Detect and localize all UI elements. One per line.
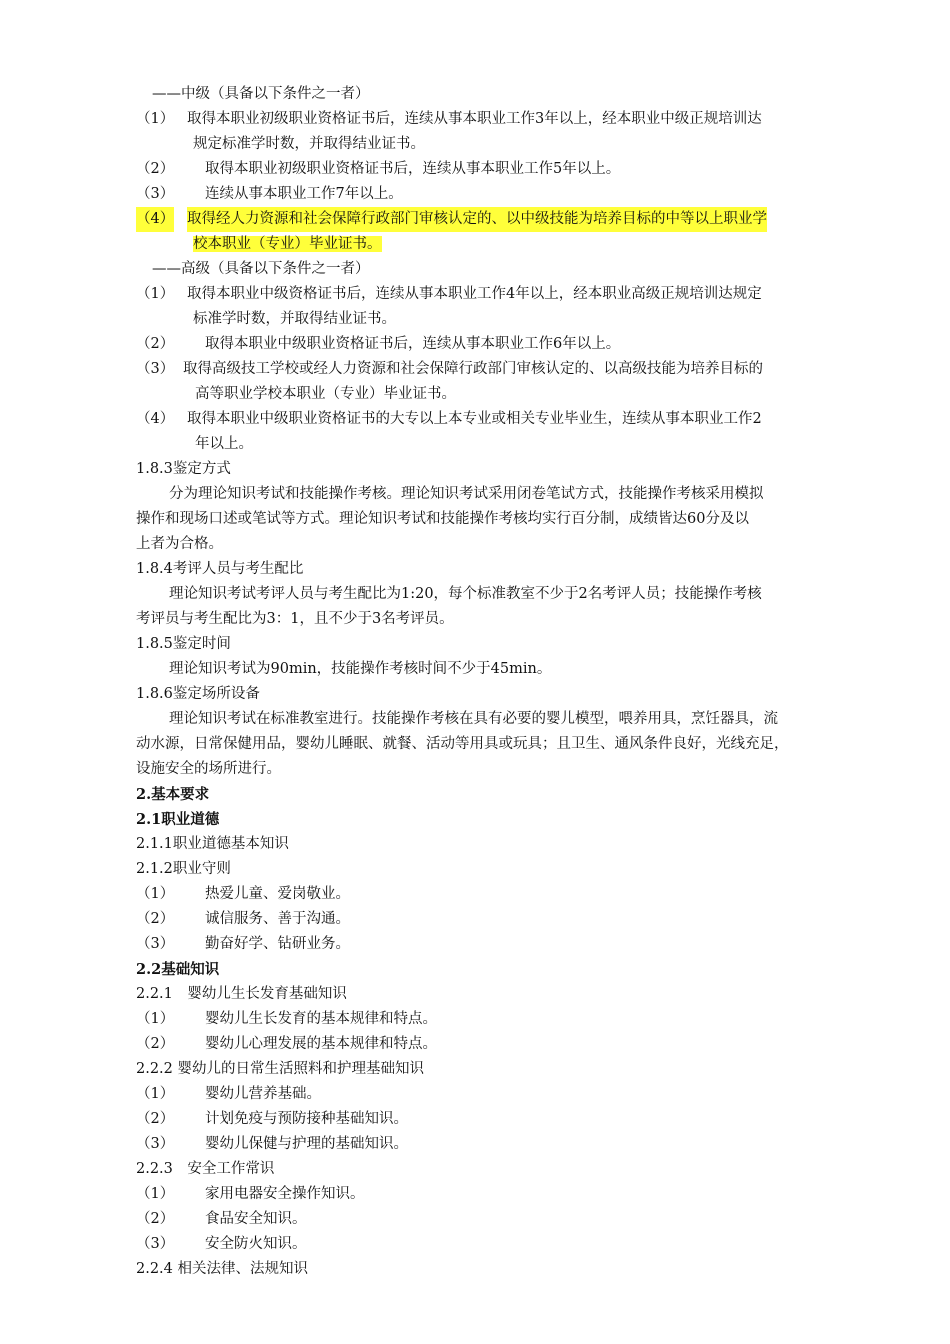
item-text: 取得经人力资源和社会保障行政部门审核认定的、以中级技能为培养目标的中等以上职业学 [187,207,767,232]
advanced-heading: ——高级（具备以下条件之一者） [152,261,370,277]
paragraph-line: 操作和现场口述或笔试等方式。理论知识考试和技能操作考核均实行百分制，成绩皆达60分及以 [136,511,749,527]
item-text: 取得本职业中级资格证书后，连续从事本职业工作4年以上，经本职业高级正规培训达规定 [187,286,762,302]
item-text: 取得本职业初级职业资格证书后，连续从事本职业工作3年以上，经本职业中级正规培训达 [187,111,762,127]
intermediate-item-1 [0,107,950,132]
item-text: 诚信服务、善于沟通。 [205,911,350,927]
list-item [0,1032,950,1057]
intermediate-item-2 [0,157,950,182]
item-number: （2） [136,911,175,927]
item-text-continued: 年以上。 [195,436,253,452]
item-text-continued [0,232,950,257]
section-2-2-4-title: 2.2.4 相关法律、法规知识 [136,1261,309,1277]
item-text: 取得高级技工学校或经人力资源和社会保障行政部门审核认定的、以高级技能为培养目标的 [183,361,763,377]
item-number: （1） [136,286,175,302]
list-item [0,1132,950,1157]
item-text: 婴幼儿保健与护理的基础知识。 [205,1136,408,1152]
advanced-item-1 [0,282,950,307]
list-item [0,1182,950,1207]
advanced-item-4 [0,407,950,432]
item-text: 取得本职业中级职业资格证书的大专以上本专业或相关专业毕业生，连续从事本职业工作2 [187,411,762,427]
section-2-2-title: 2.2基础知识 [136,961,220,978]
paragraph-line: 考评员与考生配比为3：1，且不少于3名考评员。 [136,611,454,627]
list-item [0,907,950,932]
paragraph-line: 理论知识考试考评人员与考生配比为1:20，每个标准教室不少于2名考评人员；技能操作考核 [169,586,762,602]
item-number: （3） [136,361,175,377]
item-text: 勤奋好学、钻研业务。 [205,936,350,952]
paragraph-line: 上者为合格。 [136,536,223,552]
intermediate-heading: ——中级（具备以下条件之一者） [152,86,370,102]
list-item [0,932,950,957]
item-text: 取得本职业初级职业资格证书后，连续从事本职业工作5年以上。 [205,161,621,177]
chapter-2-title: 2.基本要求 [136,786,210,803]
paragraph-line: 设施安全的场所进行。 [136,761,281,777]
section-1-8-6-title: 1.8.6鉴定场所设备 [136,686,260,702]
item-number: （4） [136,411,175,427]
list-item [0,1107,950,1132]
paragraph-line: 动水源，日常保健用品，婴幼儿睡眠、就餐、活动等用具或玩具；且卫生、通风条件良好，光线充足， [136,736,789,752]
item-text-continued: 高等职业学校本职业（专业）毕业证书。 [195,386,456,402]
intermediate-item-3 [0,182,950,207]
item-number: （1） [136,1011,175,1027]
item-number: （2） [136,1036,175,1052]
item-number: （1） [136,111,175,127]
section-1-8-5-title: 1.8.5鉴定时间 [136,636,231,652]
item-number: （1） [136,886,175,902]
list-item [0,1007,950,1032]
item-number: （2） [136,336,175,352]
section-2-2-3-title: 2.2.3 安全工作常识 [136,1161,275,1177]
item-text: 婴幼儿生长发育的基本规律和特点。 [205,1011,437,1027]
section-2-1-2-title: 2.1.2职业守则 [136,861,231,877]
item-number: （1） [136,1086,175,1102]
section-1-8-3-title: 1.8.3鉴定方式 [136,461,231,477]
section-2-2-1-title: 2.2.1 婴幼儿生长发育基础知识 [136,986,347,1002]
item-number: （3） [136,1236,175,1252]
item-text: 取得本职业中级职业资格证书后，连续从事本职业工作6年以上。 [205,336,621,352]
item-text: 热爱儿童、爱岗敬业。 [205,886,350,902]
item-number: （1） [136,1186,175,1202]
item-text: 食品安全知识。 [205,1211,307,1227]
list-item [0,1232,950,1257]
highlighted-text: 校本职业（专业）毕业证书。 [193,236,382,252]
item-number: （3） [136,186,175,202]
item-number: （4） [136,207,174,232]
section-2-2-2-title: 2.2.2 婴幼儿的日常生活照料和护理基础知识 [136,1061,425,1077]
item-text-continued: 标准学时数，并取得结业证书。 [193,311,396,327]
intermediate-item-4-highlighted [0,207,950,232]
item-number: （3） [136,1136,175,1152]
paragraph-line: 理论知识考试在标准教室进行。技能操作考核在具有必要的婴儿模型，喂养用具，烹饪器具，流 [169,711,778,727]
section-1-8-4-title: 1.8.4考评人员与考生配比 [136,561,304,577]
item-number: （2） [136,161,175,177]
item-number: （2） [136,1211,175,1227]
list-item [0,1207,950,1232]
item-text-continued: 规定标准学时数，并取得结业证书。 [193,136,425,152]
document-page [0,82,950,1282]
item-text: 连续从事本职业工作7年以上。 [205,186,403,202]
item-text: 家用电器安全操作知识。 [205,1186,365,1202]
advanced-item-3 [0,357,950,382]
section-2-1-title: 2.1职业道德 [136,811,220,828]
item-number: （3） [136,936,175,952]
section-2-1-1-title: 2.1.1职业道德基本知识 [136,836,289,852]
item-text: 计划免疫与预防接种基础知识。 [205,1111,408,1127]
item-text: 婴幼儿心理发展的基本规律和特点。 [205,1036,437,1052]
advanced-item-2 [0,332,950,357]
list-item [0,882,950,907]
item-text: 婴幼儿营养基础。 [205,1086,321,1102]
list-item [0,1082,950,1107]
paragraph-line: 理论知识考试为90min，技能操作考核时间不少于45min。 [169,661,552,677]
item-text: 安全防火知识。 [205,1236,307,1252]
paragraph-line: 分为理论知识考试和技能操作考核。理论知识考试采用闭卷笔试方式，技能操作考核采用模拟 [169,486,764,502]
item-number: （2） [136,1111,175,1127]
